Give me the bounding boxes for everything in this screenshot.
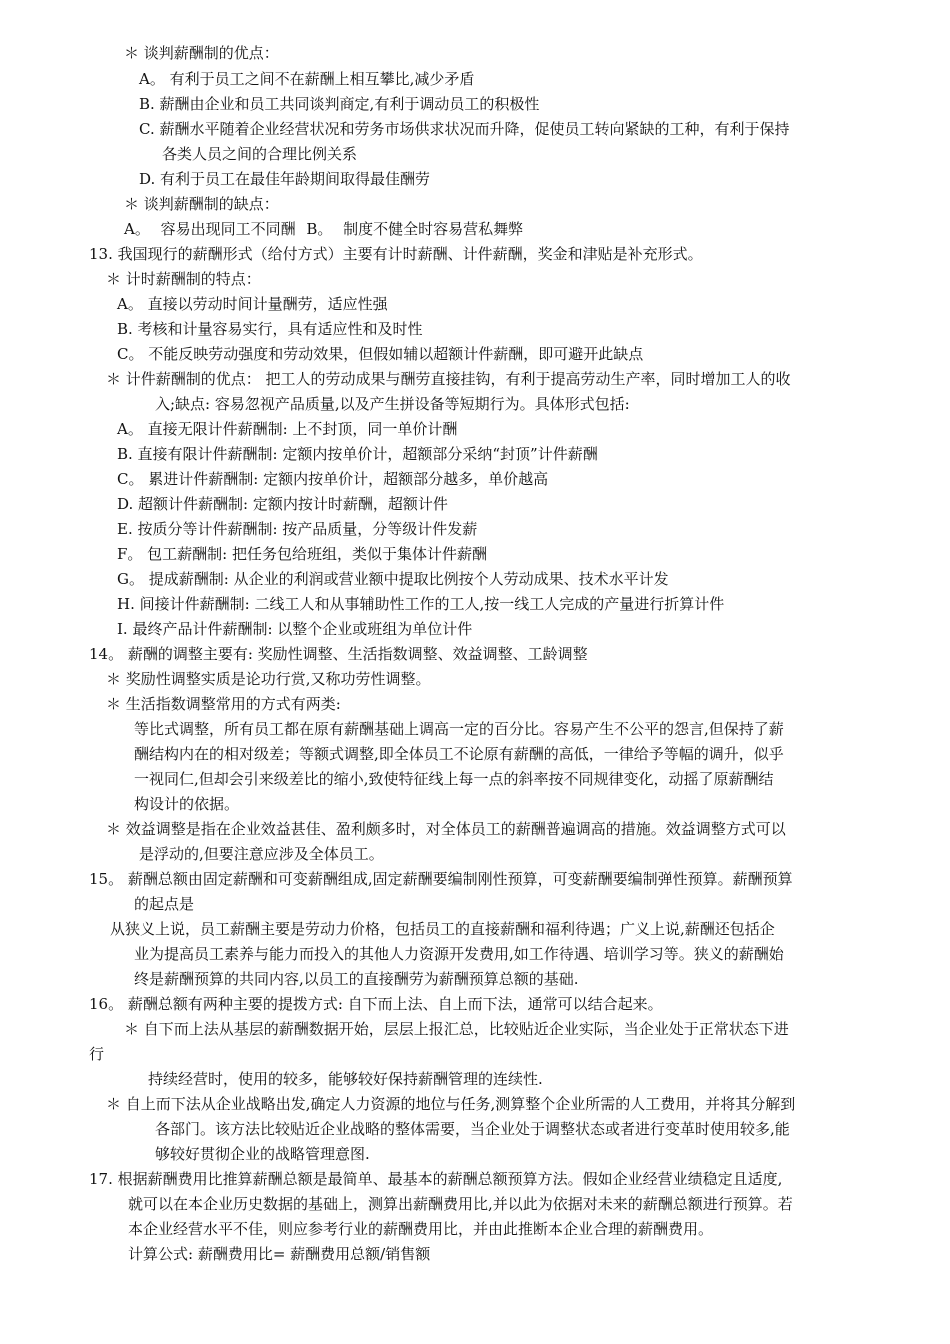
text-line: B. 直接有限计件薪酬制: 定额内按单价计，超额部分采纳“封顶”计件薪酬: [117, 445, 598, 463]
text-line: A。 直接无限计件薪酬制: 上不封顶，同一单价计酬: [117, 420, 458, 438]
text-line: G。 提成薪酬制: 从企业的利润或营业额中提取比例按个人劳动成果、技术水平计发: [117, 570, 669, 588]
text-line: 等比式调整，所有员工都在原有薪酬基础上调高一定的百分比。容易产生不公平的怨言,但保持了薪: [134, 720, 784, 738]
text-line: A。 直接以劳动时间计量酬劳，适应性强: [117, 295, 388, 313]
text-line: A。 容易出现同工不同酬 B。 制度不健全时容易营私舞弊: [124, 220, 524, 238]
text-line: 一视同仁,但却会引来级差比的缩小,致使特征线上每一点的斜率按不同规律变化，动摇了原薪酬结: [134, 770, 774, 788]
text-line: I. 最终产品计件薪酬制: 以整个企业或班组为单位计件: [117, 620, 473, 638]
text-line: ＊ 自上而下法从企业战略出发,确定人力资源的地位与任务,测算整个企业所需的人工费用，并将其分解到: [106, 1095, 796, 1113]
text-line: 计算公式: 薪酬费用比= 薪酬费用总额/销售额: [128, 1245, 431, 1263]
text-line: B. 考核和计量容易实行，具有适应性和及时性: [117, 320, 423, 338]
text-line: ＊ 效益调整是指在企业效益甚佳、盈利颇多时，对全体员工的薪酬普遍调高的措施。效益调整方式可以: [106, 820, 786, 838]
text-line: ＊ 谈判薪酬制的优点：: [124, 44, 279, 62]
text-line: 从狭义上说，员工薪酬主要是劳动力价格，包括员工的直接薪酬和福利待遇；广义上说,薪酬还包括企: [110, 920, 775, 938]
text-line: D. 有利于员工在最佳年龄期间取得最佳酬劳: [139, 170, 431, 188]
text-line: ＊ 奖励性调整实质是论功行赏,又称功劳性调整。: [106, 670, 431, 688]
text-line: 15。 薪酬总额由固定薪酬和可变薪酬组成,固定薪酬要编制刚性预算，可变薪酬要编制弹性预算。薪酬预算: [89, 870, 793, 888]
text-line: 16。 薪酬总额有两种主要的提拨方式: 自下而上法、自上而下法，通常可以结合起来。: [89, 995, 663, 1013]
text-line: 酬结构内在的相对级差；等额式调整,即全体员工不论原有薪酬的高低，一律给予等幅的调升，似乎: [134, 745, 784, 763]
text-line: 14。 薪酬的调整主要有: 奖励性调整、生活指数调整、效益调整、工龄调整: [89, 645, 588, 663]
text-line: F。 包工薪酬制: 把任务包给班组，类似于集体计件薪酬: [117, 545, 487, 563]
text-line: 够较好贯彻企业的战略管理意图.: [155, 1145, 370, 1163]
text-line: E. 按质分等计件薪酬制: 按产品质量，分等级计件发薪: [117, 520, 478, 538]
text-line: 各类人员之间的合理比例关系: [162, 145, 358, 163]
text-line: 13. 我国现行的薪酬形式（给付方式）主要有计时薪酬、计件薪酬，奖金和津贴是补充形式。: [89, 245, 703, 263]
text-line: 的起点是: [134, 895, 195, 913]
text-line: H. 间接计件薪酬制: 二线工人和从事辅助性工作的工人,按一线工人完成的产量进行折算计件: [117, 595, 725, 613]
text-line: ＊ 计件薪酬制的优点： 把工人的劳动成果与酬劳直接挂钩，有利于提高劳动生产率，同时增加工人的收: [106, 370, 791, 388]
text-line: D. 超额计件薪酬制: 定额内按计时薪酬，超额计件: [117, 495, 448, 513]
text-line: 是浮动的,但要注意应涉及全体员工。: [139, 845, 384, 863]
text-line: 各部门。该方法比较贴近企业战略的整体需要，当企业处于调整状态或者进行变革时使用较多,能: [155, 1120, 790, 1138]
text-line: 持续经营时，使用的较多，能够较好保持薪酬管理的连续性.: [148, 1070, 543, 1088]
text-line: ＊ 谈判薪酬制的缺点：: [124, 195, 279, 213]
text-line: A。 有利于员工之间不在薪酬上相互攀比,减少矛盾: [139, 70, 475, 88]
text-line: C。 累进计件薪酬制: 定额内按单价计，超额部分越多，单价越高: [117, 470, 549, 488]
text-line: C. 薪酬水平随着企业经营状况和劳务市场供求状况而升降，促使员工转向紧缺的工种，有利于保持: [139, 120, 790, 138]
text-line: 构设计的依据。: [134, 795, 240, 813]
text-line: 17. 根据薪酬费用比推算薪酬总额是最简单、最基本的薪酬总额预算方法。假如企业经营业绩稳定且适度,: [89, 1170, 783, 1188]
text-line: C。 不能反映劳动强度和劳动效果，但假如辅以超额计件薪酬，即可避开此缺点: [117, 345, 644, 363]
text-line: 行: [89, 1045, 105, 1063]
text-line: 业为提高员工素养与能力而投入的其他人力资源开发费用,如工作待遇、培训学习等。狭义的薪酬始: [134, 945, 784, 963]
text-line: 入;缺点: 容易忽视产品质量,以及产生拼设备等短期行为。具体形式包括:: [155, 395, 630, 413]
text-line: 终是薪酬预算的共同内容,以员工的直接酬劳为薪酬预算总额的基础.: [134, 970, 579, 988]
text-line: ＊ 生活指数调整常用的方式有两类:: [106, 695, 341, 713]
text-line: 就可以在本企业历史数据的基础上，测算出薪酬费用比,并以此为依据对未来的薪酬总额进行预算。若: [128, 1195, 793, 1213]
text-line: ＊ 计时薪酬制的特点：: [106, 270, 261, 288]
text-line: ＊ 自下而上法从基层的薪酬数据开始，层层上报汇总，比较贴近企业实际，当企业处于正常状态下进: [124, 1020, 789, 1038]
text-line: 本企业经营水平不佳，则应参考行业的薪酬费用比，并由此推断本企业合理的薪酬费用。: [128, 1220, 714, 1238]
text-line: B. 薪酬由企业和员工共同谈判商定,有利于调动员工的积极性: [139, 95, 540, 113]
